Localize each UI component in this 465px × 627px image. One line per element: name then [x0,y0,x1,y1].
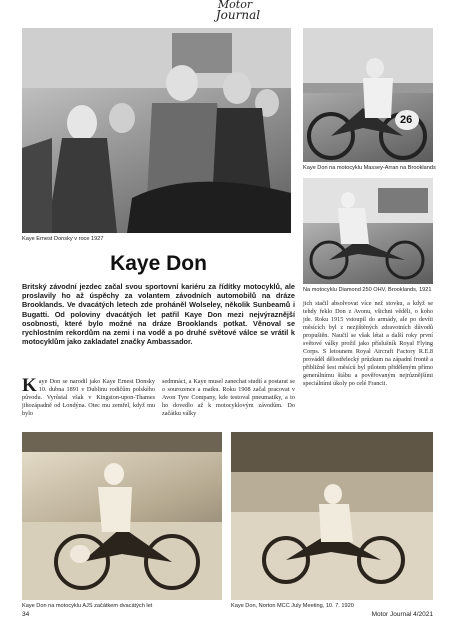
bottom-right-caption: Kaye Don, Norton MCC July Meeting, 10. 7. 1920 [231,603,354,609]
masthead-line2: Journal [215,8,261,22]
article-title: Kaye Don [110,252,207,275]
bottom-right-photo [231,432,433,600]
masthead-logo [200,0,270,20]
main-photo-caption: Kaye Ernest Donsky v roce 1927 [22,236,104,242]
plate-number: 26 [400,114,413,126]
right-photo-1 [303,28,433,162]
main-photo [22,28,291,233]
page-number: 34 [22,611,30,618]
article-column-2: sedmnáct, a Kaye musel zanechat studií a postarat se o sourozence a matku. Roku 1908 začal pracovat v Avon Tyre Company, kde testoval pneumatiky, a to ho dovedlo až k motocyklovým závodům. Do začátku války [162,378,295,417]
masthead-line1: Motor [217,0,253,11]
bottom-left-caption: Kaye Don na motocyklu AJS začátkem dvacátých let [22,603,153,609]
right-photo-2 [303,178,433,284]
right-photo-2-caption: Na motocyklu Diamond 250 OHV, Brooklands, 1921 [303,287,432,293]
bottom-left-photo [22,432,222,600]
article-lead: Britský závodní jezdec začal svou sportovní kariéru za řídítky motocyklů, ale proslavily ho až úspěchy za volantem závodních automobilů na dráze Brooklands. Ve dvacátých letech zde proháněl Wolseley, několik Sunbeamů i Bugatti. Od poloviny dvacátých let patřil Kaye Don mezi nejvýraznější osobnosti, které bylo možné na dráze Brooklands potkat. Věnoval se rychlostním rekordům na zemi i na vodě a po druhé světové válce se vrátil k motocyklům jako zakladatel značky Ambassador. [22,282,295,347]
article-column-1 [22,375,155,418]
drop-cap: K [22,375,37,396]
column-1-text: aye Don se narodil jako Kaye Ernest Donsky 10. dubna 1891 v Dublinu rodičům polského původu. Vyrůstal však v Kingston-upon-Thames jihozápadně od Londýna. Otec mu zemřel, když mu bylo [22,378,155,417]
issue-label: Motor Journal 4/2021 [371,611,433,618]
article-column-3: jich stačil absolvovat více než stovku, a když se tehdy řeklo Don z Avonu, všichni věděli, o koho jde. Roku 1915 vstoupil do armády, ale po devíti měsících byl z nezjištěných zdravotních důvodů propuštěn. Naučil se však létat a další roky první světové války prožil jako příslušník Royal Flying Corps. S letounem Royal Aircraft Factory R.E.8 prováděl dělostřelecký průzkum na západní frontě a přibližně šest měsíců byl pilotem přiděleným přímo generálnímu štábu a pověřovaným nejrůznějšími speciálními úkoly po celé Francii. [303,300,433,387]
right-photo-1-caption: Kaye Don na motocyklu Massey-Arran na Brooklands [303,165,436,171]
